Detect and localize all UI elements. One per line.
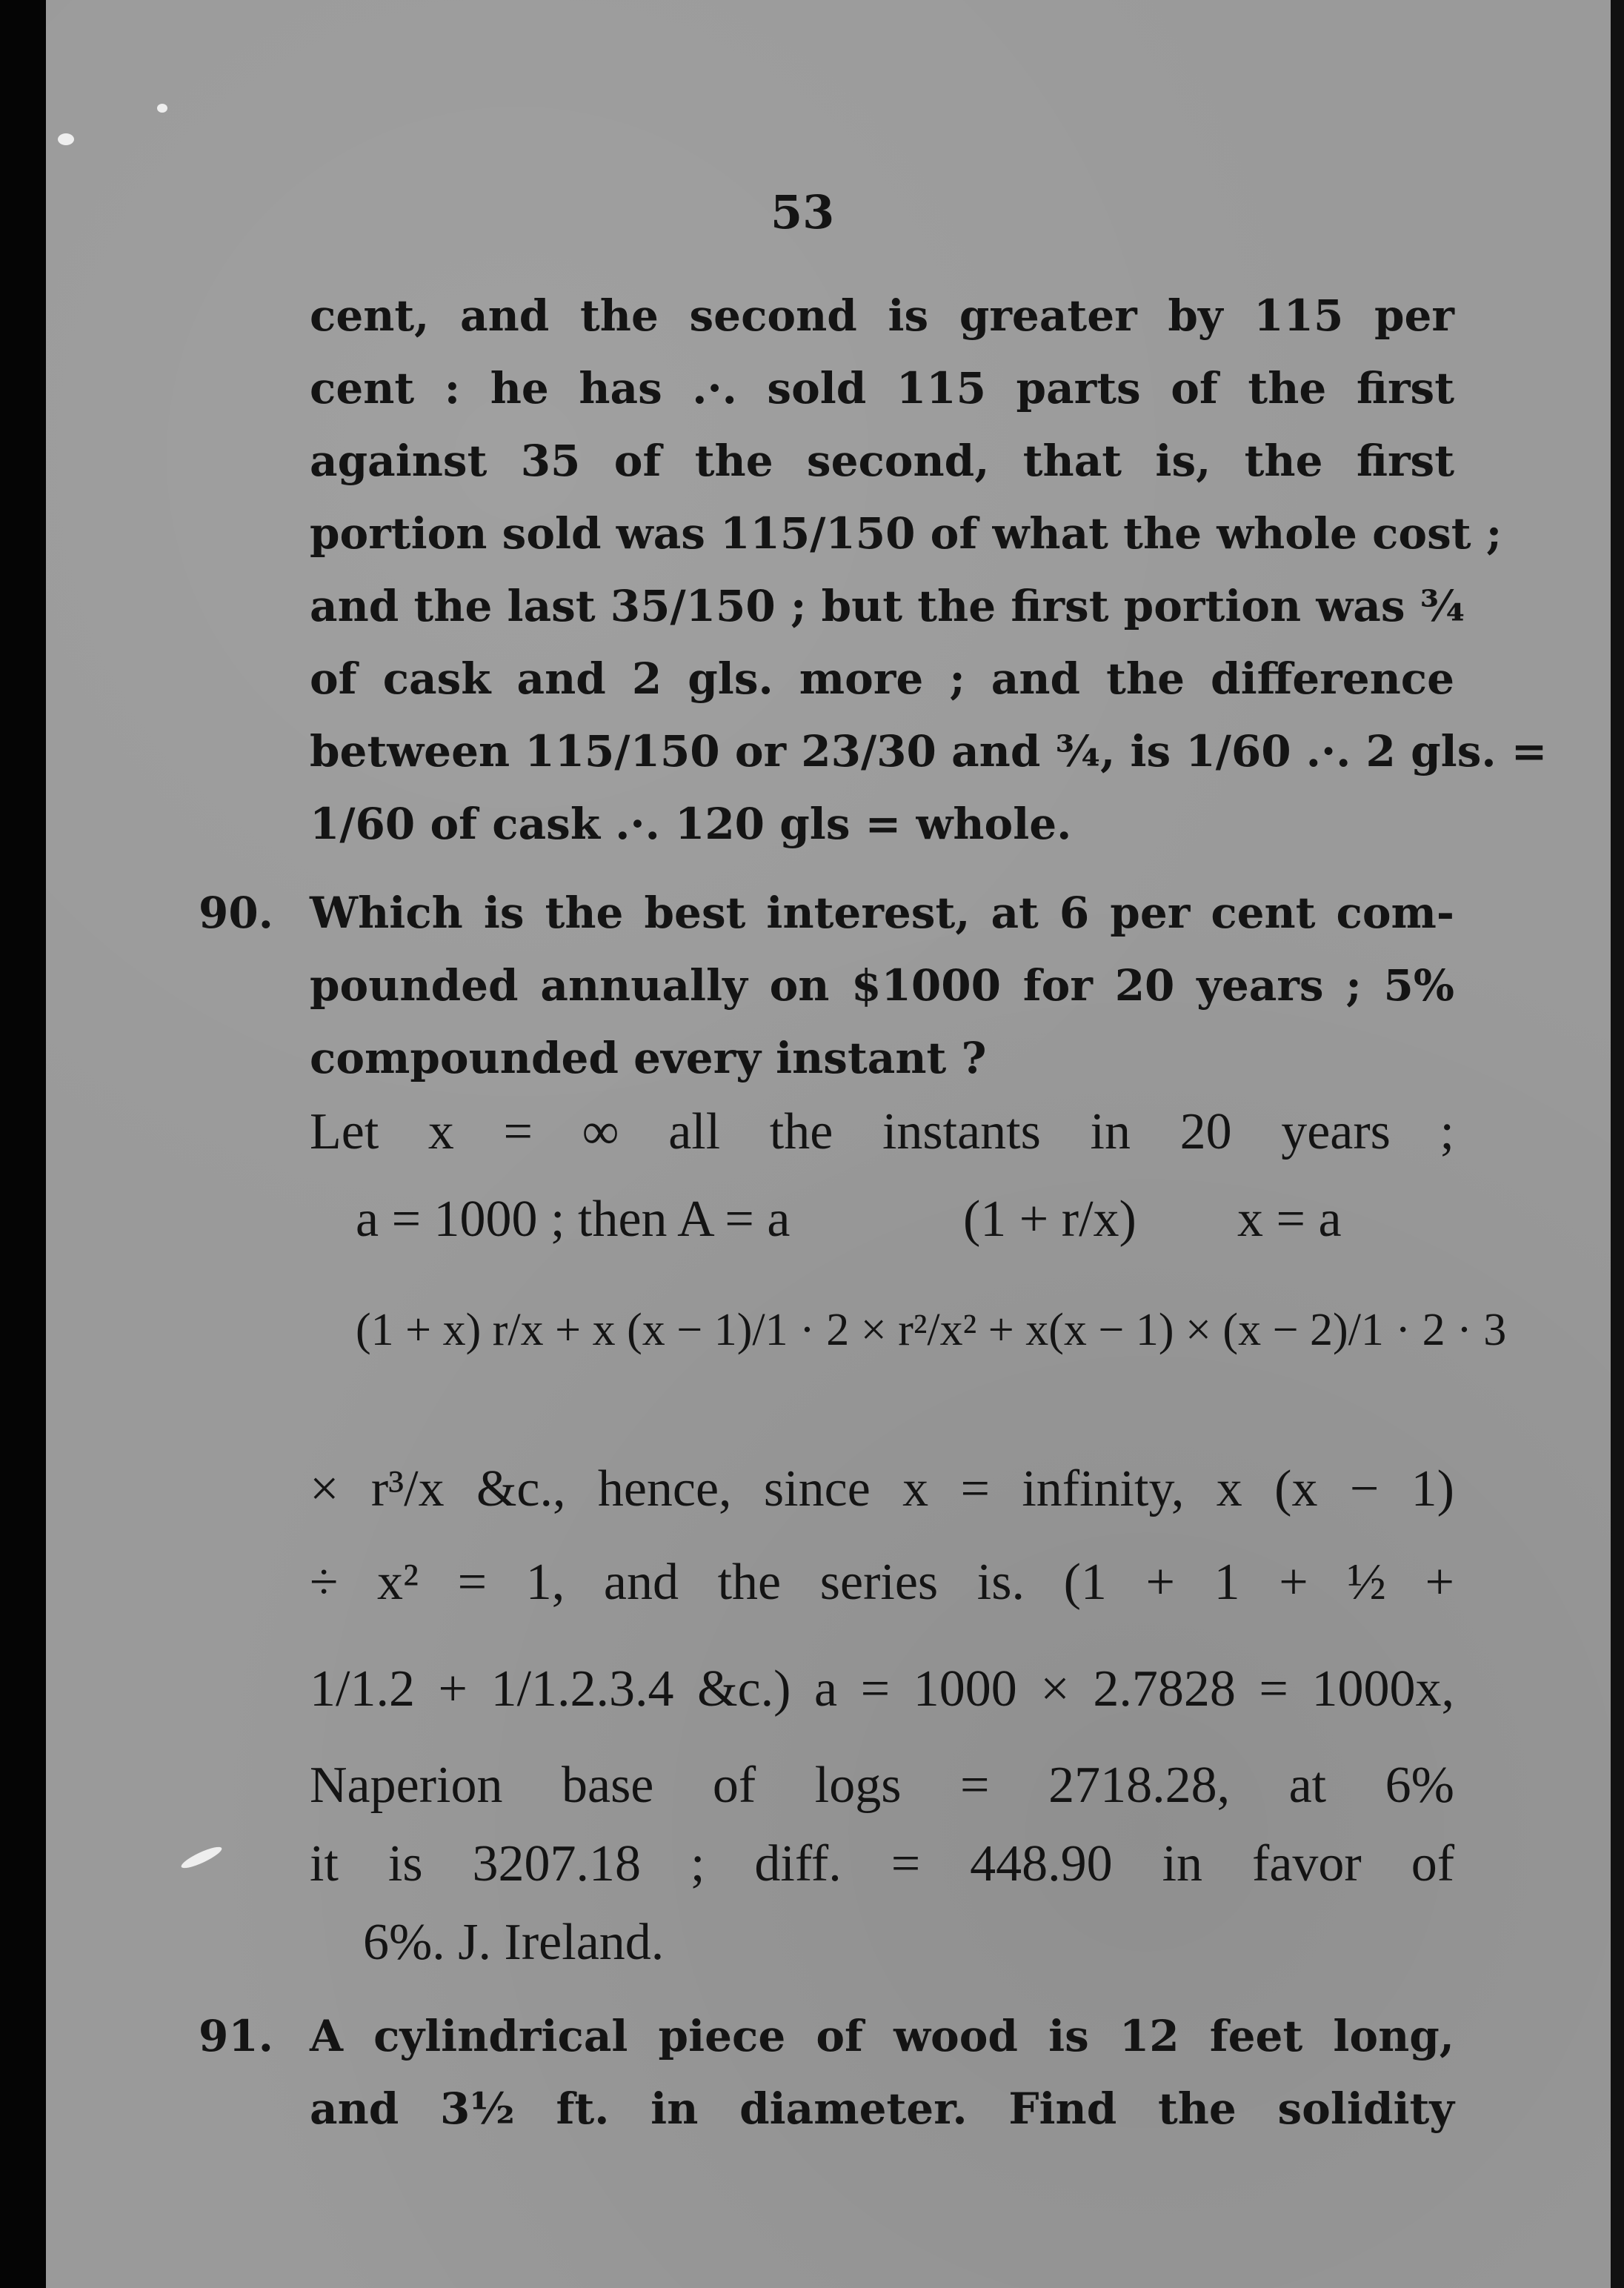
- solution-line-6: 1/1.2 + 1/1.2.3.4 &c.) a = 1000 × 2.7828 = 1000x,: [310, 1660, 1454, 1717]
- solution-line-1: Let x = ∞ all the instants in 20 years ;: [310, 1103, 1454, 1160]
- solution-line-2-end: x = a: [1237, 1191, 1342, 1248]
- problem-91-question-line-1: A cylindrical piece of wood is 12 feet long,: [310, 2011, 1454, 2061]
- scan-speck: [179, 1843, 224, 1872]
- problem-91-question-line-2: and 3½ ft. in diameter. Find the solidity: [310, 2084, 1454, 2134]
- solution-line-8: it is 3207.18 ; diff. = 448.90 in favor of: [310, 1835, 1454, 1892]
- solution-line-2: a = 1000 ; then A = a: [356, 1191, 791, 1248]
- scan-right-edge: [1611, 0, 1624, 2288]
- continuation-line-7: between 115/150 or 23/30 and ¾, is 1/60 .·. 2 gls. =: [310, 726, 1548, 776]
- continuation-line-8: 1/60 of cask .·. 120 gls = whole.: [310, 799, 1072, 849]
- solution-line-5: ÷ x² = 1, and the series is. (1 + 1 + ½ +: [310, 1554, 1454, 1611]
- problem-90-question-line-2: pounded annually on $1000 for 20 years ; 5%: [310, 960, 1454, 1011]
- problem-91-number: 91.: [199, 2011, 273, 2061]
- continuation-line-5: and the last 35/150 ; but the first portion was ¾: [310, 581, 1465, 631]
- scan-speck: [157, 104, 167, 113]
- solution-line-9: 6%. J. Ireland.: [363, 1914, 665, 1971]
- continuation-line-4: portion sold was 115/150 of what the whole cost ;: [310, 508, 1502, 559]
- solution-line-4: × r³/x &c., hence, since x = infinity, x (x − 1): [310, 1460, 1454, 1517]
- solution-compound-factor: (1 + r/x): [963, 1191, 1137, 1248]
- solution-line-7: Naperion base of logs = 2718.28, at 6%: [310, 1757, 1454, 1814]
- continuation-line-1: cent, and the second is greater by 115 per: [310, 290, 1454, 341]
- continuation-line-3: against 35 of the second, that is, the first: [310, 436, 1454, 486]
- solution-series-expansion: (1 + x) r/x + x (x − 1)/1 · 2 × r²/x² + x(x − 1) × (x − 2)/1 · 2 · 3: [356, 1305, 1507, 1355]
- page-number: 53: [771, 185, 835, 239]
- problem-90-question-line-3: compounded every instant ?: [310, 1033, 987, 1083]
- problem-90-question-line-1: Which is the best interest, at 6 per cent com-: [310, 888, 1454, 938]
- scan-speck: [58, 133, 74, 145]
- continuation-line-2: cent : he has .·. sold 115 parts of the first: [310, 363, 1454, 413]
- continuation-line-6: of cask and 2 gls. more ; and the difference: [310, 654, 1454, 704]
- scan-left-edge: [0, 0, 46, 2288]
- problem-90-number: 90.: [199, 888, 273, 938]
